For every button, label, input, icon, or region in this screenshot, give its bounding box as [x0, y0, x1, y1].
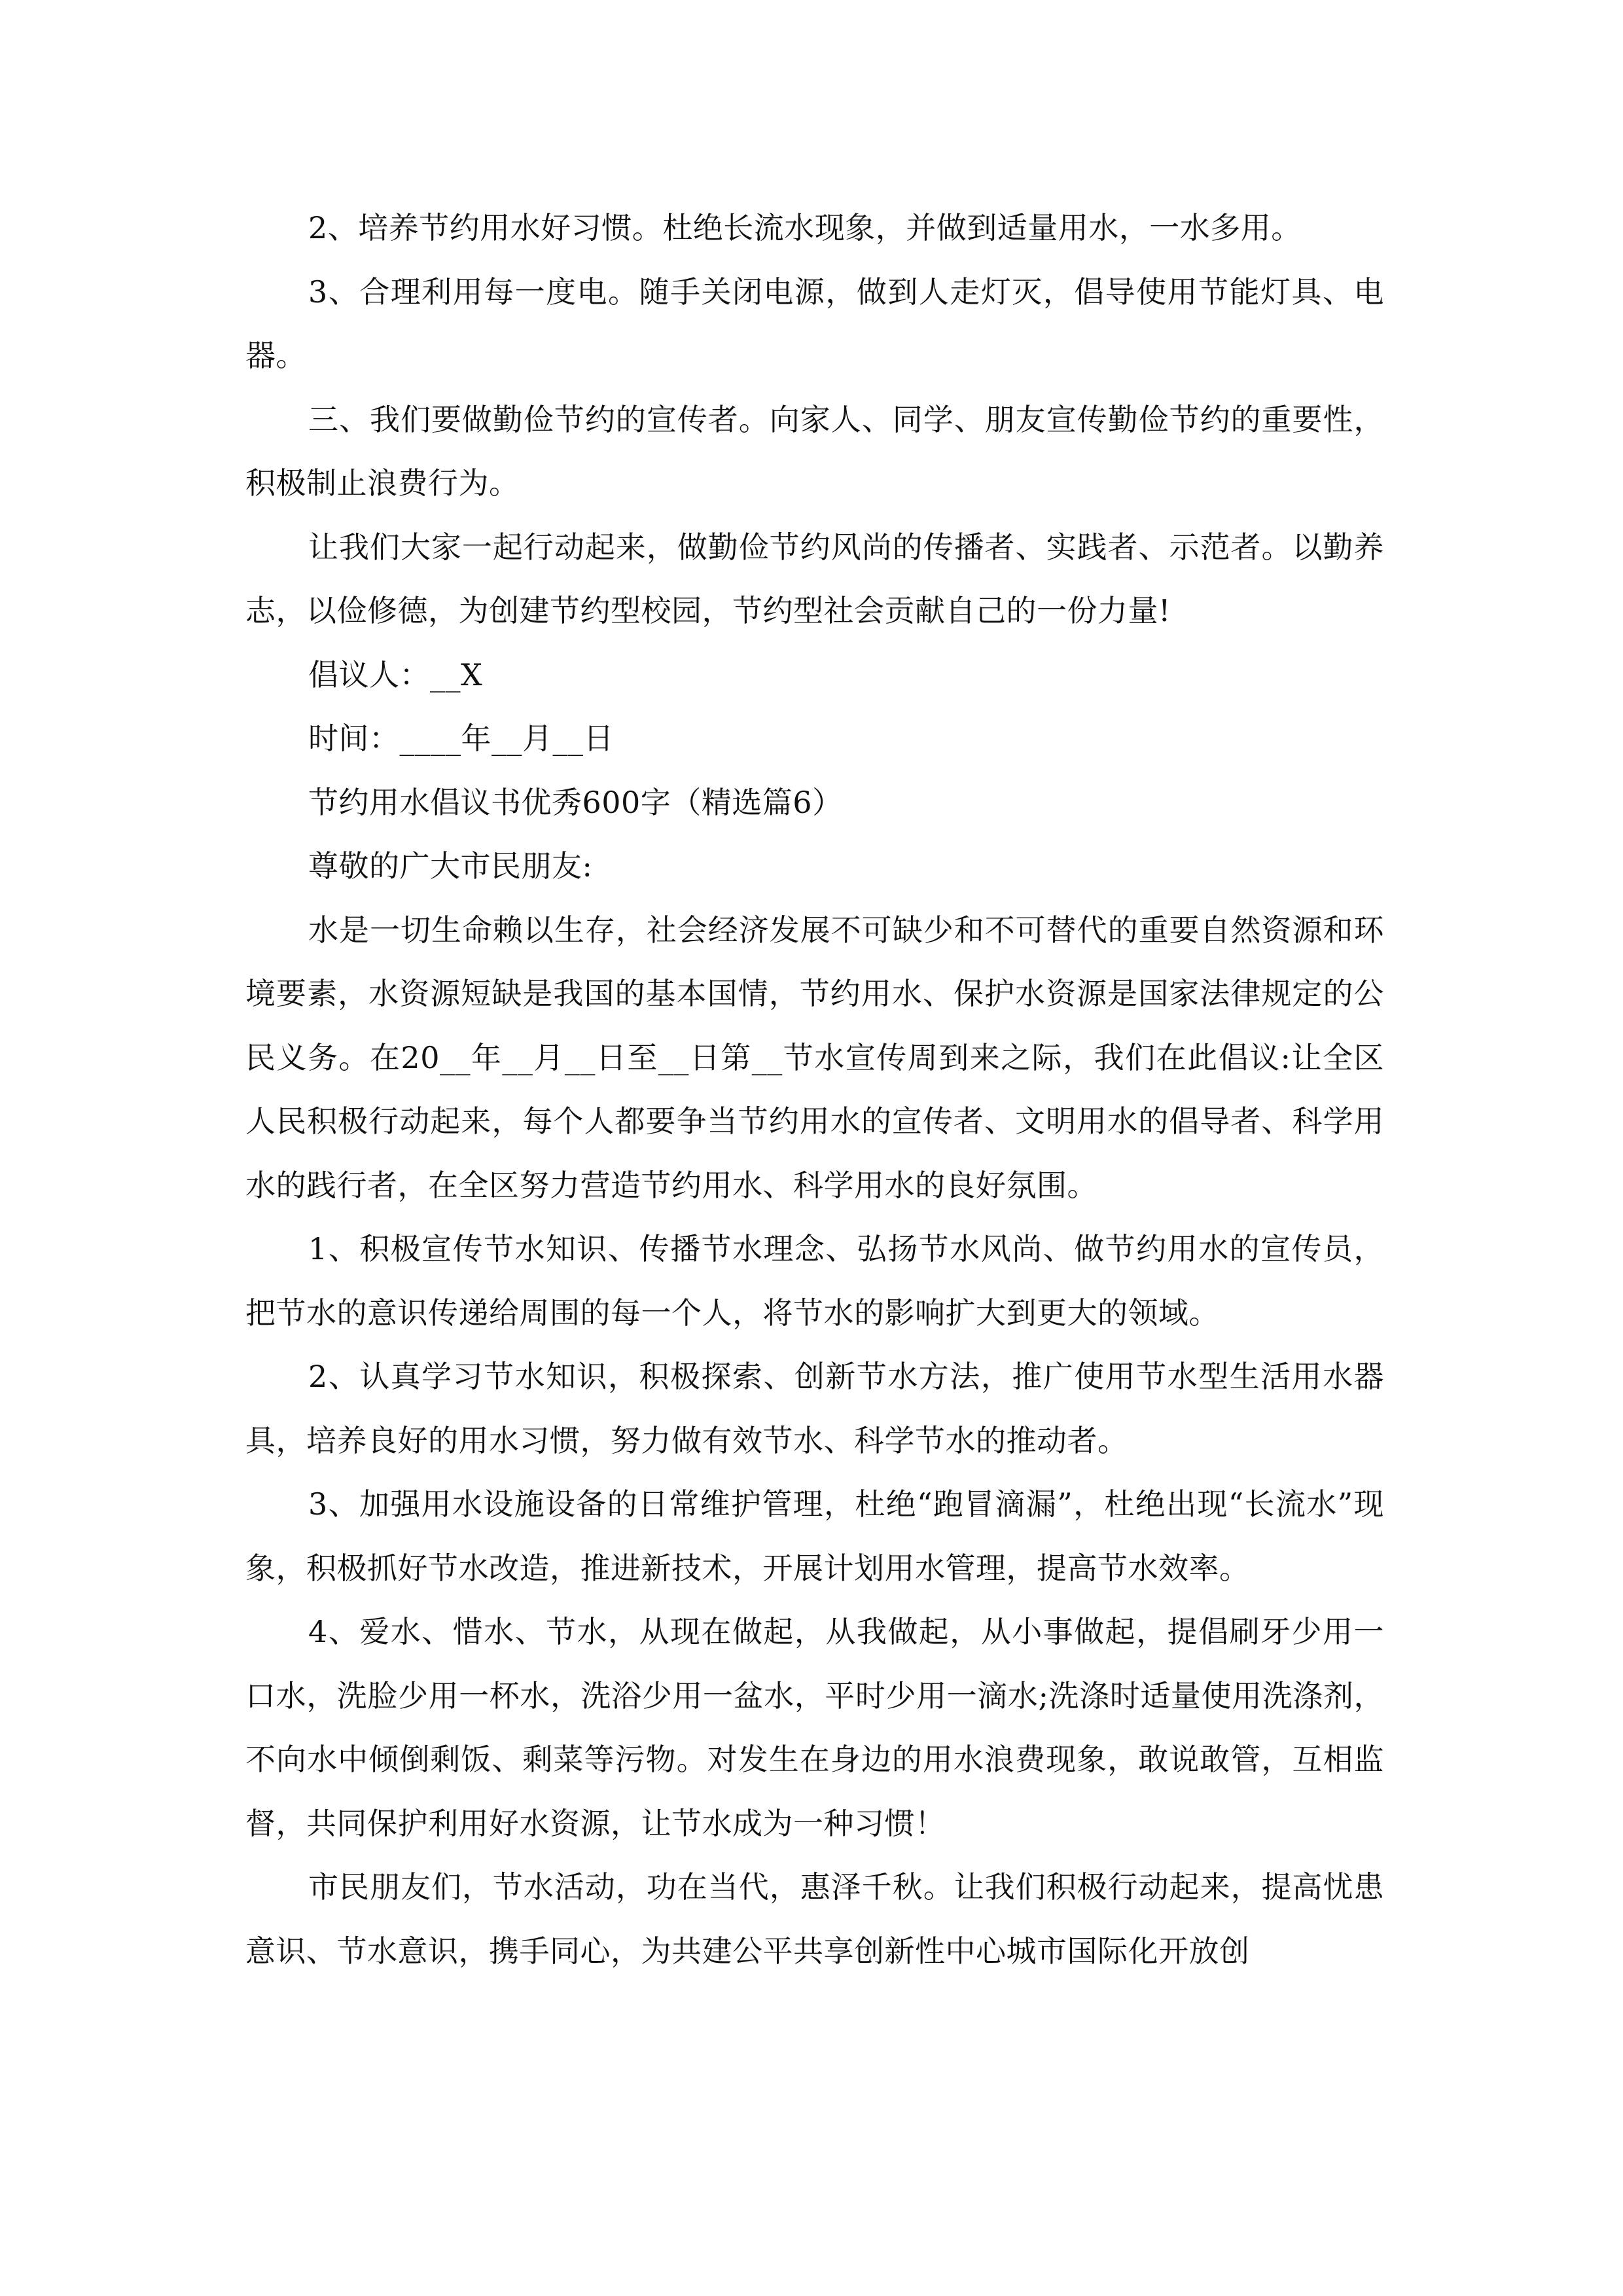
paragraph-promoter: 三、我们要做勤俭节约的宣传者。向家人、同学、朋友宣传勤俭节约的重要性，积极制止浪费行为。: [245, 401, 1384, 501]
section-title: 节约用水倡议书优秀600字（精选篇6）: [308, 784, 843, 820]
paragraph-item-3: 3、加强用水设施设备的日常维护管理，杜绝“跑冒滴漏”，杜绝出现“长流水”现象，积极抓好节水改造，推进新技术，开展计划用水管理，提高节水效率。: [245, 1486, 1384, 1586]
paragraph-intro: 水是一切生命赖以生存，社会经济发展不可缺少和不可替代的重要自然资源和环境要素，水资源短缺是我国的基本国情，节约用水、保护水资源是国家法律规定的公民义务。在20__年__月__日至__日第__节水宣传周到来之际，我们在此倡议:让全区人民积极行动起来，每个人都要争当节约用水的宣传者、文明用水的倡导者、科学用水的践行者，在全区努力营造节约用水、科学用水的良好氛围。: [245, 912, 1384, 1203]
document-body: [245, 196, 1384, 1983]
paragraph-item-4: 4、爱水、惜水、节水，从现在做起，从我做起，从小事做起，提倡刷牙少用一口水，洗脸少用一杯水，洗浴少用一盆水，平时少用一滴水;洗涤时适量使用洗涤剂，不向水中倾倒剩饭、剩菜等污物。对发生在身边的用水浪费现象，敢说敢管，互相监督，共同保护利用好水资源，让节水成为一种习惯！: [245, 1614, 1384, 1841]
paragraph-electricity: 3、合理利用每一度电。随手关闭电源，做到人走灯灭，倡导使用节能灯具、电器。: [245, 274, 1384, 373]
date-line: 时间：____年__月__日: [308, 721, 614, 756]
paragraph-item-1: 1、积极宣传节水知识、传播节水理念、弘扬节水风尚、做节约用水的宣传员，把节水的意识传递给周围的每一个人，将节水的影响扩大到更大的领域。: [245, 1231, 1384, 1331]
paragraph-item-2: 2、认真学习节水知识，积极探索、创新节水方法，推广使用节水型生活用水器具，培养良好的用水习惯，努力做有效节水、科学节水的推动者。: [245, 1359, 1384, 1458]
paragraph-call-to-action: 让我们大家一起行动起来，做勤俭节约风尚的传播者、实践者、示范者。以勤养志，以俭修德，为创建节约型校园，节约型社会贡献自己的一份力量!: [245, 529, 1384, 628]
paragraph-water-habit: 2、培养节约用水好习惯。杜绝长流水现象，并做到适量用水，一水多用。: [308, 210, 1302, 245]
initiator-line: 倡议人：__X: [308, 656, 483, 692]
paragraph-closing: 市民朋友们，节水活动，功在当代，惠泽千秋。让我们积极行动起来，提高忧患意识、节水意识，携手同心，为共建公平共享创新性中心城市国际化开放创: [245, 1869, 1384, 1969]
salutation: 尊敬的广大市民朋友:: [308, 848, 593, 884]
